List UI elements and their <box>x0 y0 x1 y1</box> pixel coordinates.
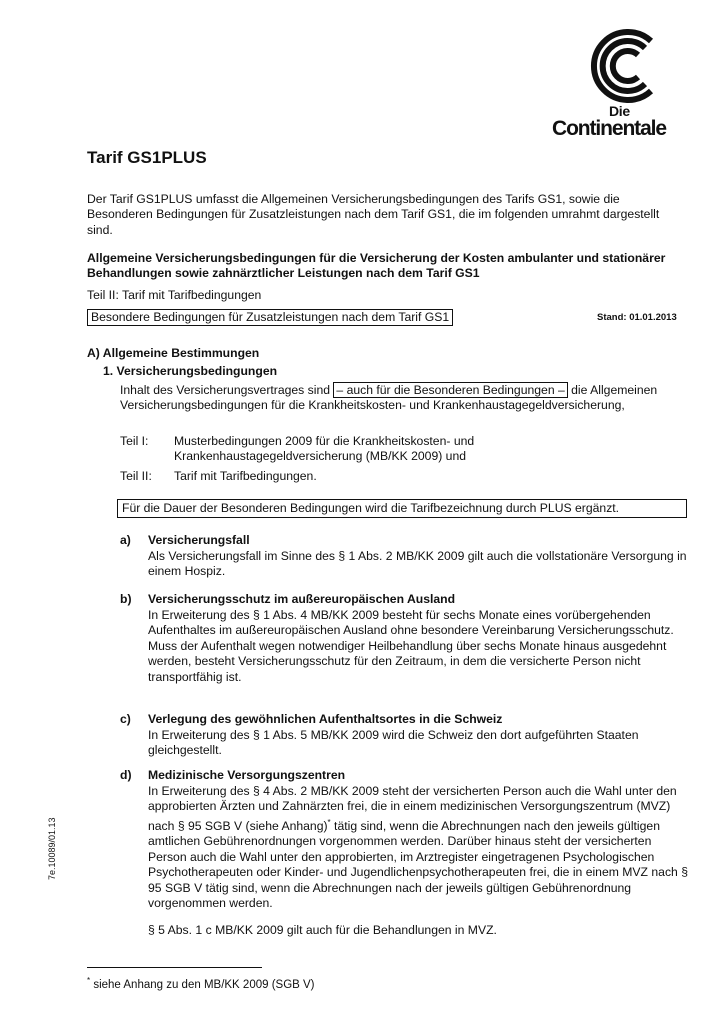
section-1-heading: 1. Versicherungsbedingungen <box>103 364 278 378</box>
teil-ii-label: Teil II: <box>120 469 152 483</box>
conditions-heading: Allgemeine Versicherungsbedingungen für die Versicherung der Kosten ambulanter und stationärer Behandlungen sowie zahnärztlicher Leistungen nach dem Tarif GS1 <box>87 251 666 281</box>
subsection-d-text2: § 5 Abs. 1 c MB/KK 2009 gilt auch für die Behandlungen in MVZ. <box>148 923 497 937</box>
footnote-text: siehe Anhang zu den MB/KK 2009 (SGB V) <box>90 978 315 991</box>
subsection-d-text-part1: In Erweiterung des § 4 Abs. 2 MB/KK 2009 steht der versicherten Person auch die Wahl unter den approbierten Ärzten und Zahnärzten frei, die in einem medizinischen Versorgungszentrum (MVZ) nach § 95 SGB V (siehe Anhang) <box>148 784 677 833</box>
footnote <box>87 976 315 991</box>
side-form-code: 7e.10089/01.13 <box>47 817 57 880</box>
subsection-d-text <box>148 784 693 911</box>
subsection-d-title: Medizinische Versorgungszentren <box>148 768 346 782</box>
contract-content-before: Inhalt des Versicherungsvertrages sind <box>120 383 334 397</box>
subsection-c-label: c) <box>120 712 131 726</box>
teil-ii-text: Tarif mit Tarifbedingungen. <box>174 469 317 483</box>
footnote-mark: * <box>87 976 91 985</box>
section-a-heading: A) Allgemeine Bestimmungen <box>87 346 260 360</box>
teil-i-text: Musterbedingungen 2009 für die Krankheitskosten- und Krankenhaustagegeldversicherung (MB/KK 2009) und <box>174 434 475 464</box>
contract-content-paragraph <box>120 383 690 414</box>
subsection-d-label: d) <box>120 768 132 782</box>
subsection-a-label: a) <box>120 533 131 547</box>
continentale-emblem-icon <box>587 27 665 105</box>
logo-text-continentale: Continentale <box>552 117 666 140</box>
plus-designation-box: Für die Dauer der Besonderen Bedingungen wird die Tarifbezeichnung durch PLUS ergänzt. <box>117 499 687 518</box>
subsection-c-text: In Erweiterung des § 1 Abs. 5 MB/KK 2009 wird die Schweiz den dort aufgeführten Staaten gleichgestellt. <box>148 728 639 758</box>
logo-text-die: Die <box>609 103 630 119</box>
teil-ii-line: Teil II: Tarif mit Tarifbedingungen <box>87 288 262 302</box>
contract-content-boxed: – auch für die Besonderen Bedingungen – <box>333 382 567 398</box>
stand-date: Stand: 01.01.2013 <box>597 312 677 323</box>
subsection-a-title: Versicherungsfall <box>148 533 250 547</box>
continentale-logo <box>552 27 705 140</box>
subsection-a-text: Als Versicherungsfall im Sinne des § 1 Abs. 2 MB/KK 2009 gilt auch die vollstationäre Versorgung in einem Hospiz. <box>148 549 687 579</box>
subsection-d-text-part2: tätig sind, wenn die Abrechnungen nach den jeweils gültigen amtlichen Gebührenordnungen vorgenommen werden. Darüber hinaus steht der versicherten Person auch die Wahl unter den approbierten, im Arztregister eingetragenen Psychologischen Psychotherapeuten oder Kinder- und Jugendlichenpsychotherapeuten frei, die in einem MVZ nach § 95 SGB V tätig sind, wenn die Abrechnungen nach der jeweils gültigen Gebührenordnung vorgenommen werden. <box>148 818 688 910</box>
contract-content-after: die Allgemeinen Versicherungsbedingungen für die Krankheitskosten- und Krankenhaustagegeldversicherung, <box>120 383 658 413</box>
subsection-c-title: Verlegung des gewöhnlichen Aufenthaltsortes in die Schweiz <box>148 712 503 726</box>
subsection-b-label: b) <box>120 592 132 606</box>
document-title: Tarif GS1PLUS <box>87 148 207 167</box>
footnote-divider <box>87 967 262 968</box>
subsection-b-title: Versicherungsschutz im außereuropäischen Ausland <box>148 592 456 606</box>
footnote-marker: * <box>327 817 331 827</box>
subsection-b-text: In Erweiterung des § 1 Abs. 4 MB/KK 2009 besteht für sechs Monate eines vorübergehenden Aufenthaltes im außereuropäischen Ausland ohne besondere Vereinbarung Versicherungsschutz. Muss der Aufenthalt wegen notwendiger Heilbehandlung über sechs Monate hinaus ausgedehnt werden, besteht Versicherungsschutz für den Zeitraum, in dem die versicherte Person nicht transportfähig ist. <box>148 608 674 684</box>
teil-i-label: Teil I: <box>120 434 149 448</box>
special-conditions-box: Besondere Bedingungen für Zusatzleistungen nach dem Tarif GS1 <box>87 309 453 326</box>
intro-paragraph: Der Tarif GS1PLUS umfasst die Allgemeinen Versicherungsbedingungen des Tarifs GS1, sowie die Besonderen Bedingungen für Zusatzleistungen nach dem Tarif GS1, die im folgenden umrahmt dargestellt sind. <box>87 192 660 237</box>
